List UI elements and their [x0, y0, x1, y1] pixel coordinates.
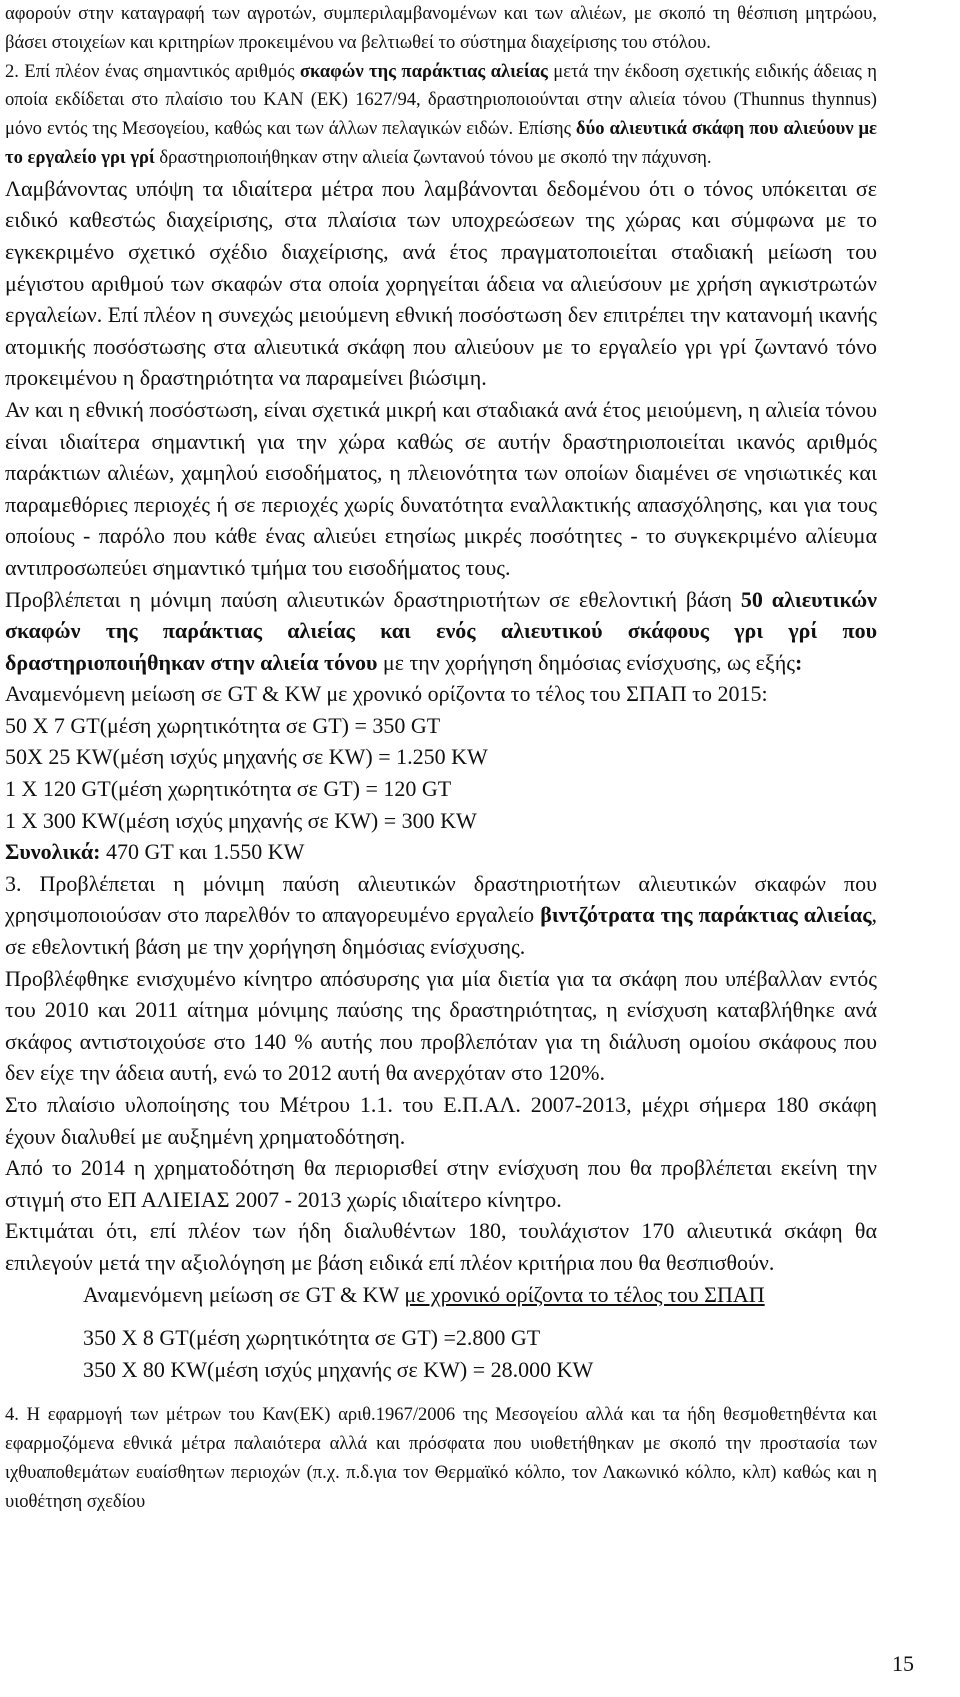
calculation-block-2015	[5, 678, 877, 868]
paragraph-estimate: Εκτιμάται ότι, επί πλέον των ήδη διαλυθέντων 180, τουλάχιστον 170 αλιευτικά σκάφη θα επιλεγούν μετά την αξιολόγηση με βάση ειδικά επί πλέον κριτήρια που θα θεσπισθούν.	[5, 1218, 877, 1275]
calculation-line: 1 Χ 120 GT(μέση χωρητικότητα σε GT) = 120 GT	[5, 776, 452, 802]
bold-beach-seine: βιντζότρατα της παράκτιας αλιείας	[540, 902, 872, 928]
page-number: 15	[892, 1651, 914, 1676]
calculation-total: Συνολικά: 470 GT και 1.550 KW	[5, 839, 305, 865]
paragraph-management-measures: Λαμβάνοντας υπόψη τα ιδιαίτερα μέτρα που λαμβάνονται δεδομένου ότι ο τόνος υπόκειται σε ειδικό καθεστώς διαχείρισης, στα πλαίσια των υποχρεώσεων της χώρας και σύμφωνα με το εγκεκριμένο σχετικό σχέδιο διαχείρισης, ανά έτος πραγματοποιείται σταδιακή μείωση του μέγιστου αριθμού των σκαφών στα οποία χορηγείται άδεια να αλιεύσουν με χρήση αγκιστρωτών εργαλείων. Επί πλέον η συνεχώς μειούμενη εθνική ποσόστωση δεν επιτρέπει την κατανομή ικανής ατομικής ποσόστωσης στα αλιευτικά σκάφη που αλιεύουν με το εργαλείο γρι γρί ζωντανό τόνο προκειμένου η δραστηριότητα να παραμείνει βιώσιμη.	[5, 175, 877, 391]
paragraph-incentive: Προβλέφθηκε ενισχυμένο κίνητρο απόσυρσης για μία διετία για τα σκάφη που υπέβαλλαν εντός του 2010 και 2011 αίτημα μόνιμης παύσης της δραστηριότητας, η ενίσχυση καταβλήθηκε ανά σκάφος αντιστοιχούσε στο 140 % αυτής που προβλεπόταν για τη διάλυση ομοίου σκάφους που δεν είχε την άδεια αυτή, ενώ το 2012 αυτή θα ανερχόταν στο 120%.	[5, 965, 877, 1086]
calculation-block-spap	[5, 1322, 877, 1385]
calculation-line: 1 Χ 300 KW(μέση ισχύς μηχανής σε KW) = 300 KW	[5, 807, 477, 833]
bold-coastal-vessels: σκαφών της παράκτιας αλιείας	[299, 60, 548, 82]
paragraph-beach-seines: 3. Προβλέπεται η μόνιμη παύση αλιευτικών δραστηριοτήτων αλιευτικών σκαφών που χρησιμοποιούσαν στο παρελθόν το απαγορευμένο εργαλείο βιντζότρατα της παράκτιας αλιείας, σε εθελοντική βάση με την χορήγηση δημόσιας ενίσχυσης.	[5, 870, 877, 960]
paragraph-tuna-fishing: 2. Επί πλέον ένας σημαντικός αριθμός σκαφών της παράκτιας αλιείας μετά την έκδοση σχετικής ειδικής άδειας η οποία εκδίδεται στο πλαίσιο του ΚΑΝ (ΕΚ) 1627/94, δραστηριοποιούνται στην αλιεία τόνου (Thunnus thynnus) μόνο εντός της Μεσογείου, καθώς και των άλλων πελαγικών ειδών. Επίσης δύο αλιευτικά σκάφη που αλιεύουν με το εργαλείο γρι γρί δραστηριοποιήθηκαν στην αλιεία ζωντανού τόνου με σκοπό την πάχυνση.	[5, 60, 877, 168]
paragraph-permanent-cessation: Προβλέπεται η μόνιμη παύση αλιευτικών δραστηριοτήτων σε εθελοντική βάση 50 αλιευτικών σκαφών της παράκτιας αλιείας και ενός αλιευτικού σκάφους γρι γρί που δραστηριοποιήθηκαν στην αλιεία τόνου με την χορήγηση δημόσιας ενίσχυσης, ως εξής:	[5, 586, 877, 675]
document-page	[5, 0, 877, 1517]
calculation-intro-2: Αναμενόμενη μείωση σε GT & KW με χρονικό ορίζοντα το τέλος του ΣΠΑΠ	[83, 1281, 765, 1307]
calculation-intro: Αναμενόμενη μείωση σε GT & KW με χρονικό ορίζοντα το τέλος του ΣΠΑΠ το 2015:	[5, 681, 768, 707]
calculation-line: 50Χ 25 KW(μέση ισχύς μηχανής σε KW) = 1.250 KW	[5, 744, 488, 770]
paragraph-national-quota: Αν και η εθνική ποσόστωση, είναι σχετικά μικρή και σταδιακά ανά έτος μειούμενη, η αλιεία τόνου είναι ιδιαίτερα σημαντική για την χώρα καθώς σε αυτήν δραστηριοποιείται ικανός αριθμός παράκτιων αλιέων, χαμηλού εισοδήματος, η πλειονότητα των οποίων διαμένει σε νησιωτικές και παραμεθόριες περιοχές ή σε περιοχές χωρίς δυνατότητα εναλλακτικής απασχόλησης, και για τους οποίους - παρόλο που κάθε ένας αλιεύει ετησίως μικρές ποσότητες - το συγκεκριμένο αλίευμα αντιπροσωπεύει σημαντικό τμήμα του εισοδήματος τους.	[5, 396, 877, 580]
calculation-line: 50 Χ 7 GT(μέση χωρητικότητα σε GT) = 350 GT	[5, 712, 441, 738]
paragraph-financing-2014: Από το 2014 η χρηματοδότηση θα περιορισθεί στην ενίσχυση που θα προβλέπεται εκείνη την στιγμή στο ΕΠ ΑΛΙΕΙΑΣ 2007 - 2013 χωρίς ιδιαίτερο κίνητρο.	[5, 1155, 877, 1212]
calculation-line: 350 Χ 8 GT(μέση χωρητικότητα σε GT) =2.800 GT	[83, 1325, 541, 1351]
paragraph-mediterranean-regulation: 4. Η εφαρμογή των μέτρων του Καν(ΕΚ) αριθ.1967/2006 της Μεσογείου αλλά και τα ήδη θεσμοθετηθέντα και εφαρμοζόμενα εθνικά μέτρα παλαιότερα αλλά και πρόσφατα που υιοθετήθηκαν με σκοπό την προστασία των ιχθυαποθεμάτων ευαίσθητων περιοχών (π.χ. π.δ.για τον Θερμαϊκό κόλπο, τον Λακωνικό κόλπο, κλπ) καθώς και η υιοθέτηση σχεδίου	[5, 1404, 877, 1512]
paragraph-measure-implementation: Στο πλαίσιο υλοποίησης του Μέτρου 1.1. του Ε.Π.ΑΛ. 2007-2013, μέχρι σήμερα 180 σκάφη έχουν διαλυθεί με αυξημένη χρηματοδότηση.	[5, 1092, 877, 1149]
calculation-line: 350 Χ 80 KW(μέση ισχύς μηχανής σε KW) = 28.000 KW	[83, 1356, 594, 1382]
bold-50-vessels: 50 αλιευτικών σκαφών της παράκτιας αλιείας και ενός αλιευτικού σκάφους γρι γρί που δραστηριοποιήθηκαν στην αλιεία τόνου	[5, 586, 877, 675]
bold-purse-seiners: δύο αλιευτικά σκάφη που αλιεύουν με το εργαλείο γρι γρί	[5, 118, 877, 168]
paragraph-fleet-registry: αφορούν στην καταγραφή των αγροτών, συμπεριλαμβανομένων και των αλιέων, με σκοπό τη θέσπιση μητρώου, βάσει στοιχείων και κριτηρίων προκειμένου να βελτιωθεί το σύστημα διαχείρισης του στόλου.	[5, 3, 877, 53]
